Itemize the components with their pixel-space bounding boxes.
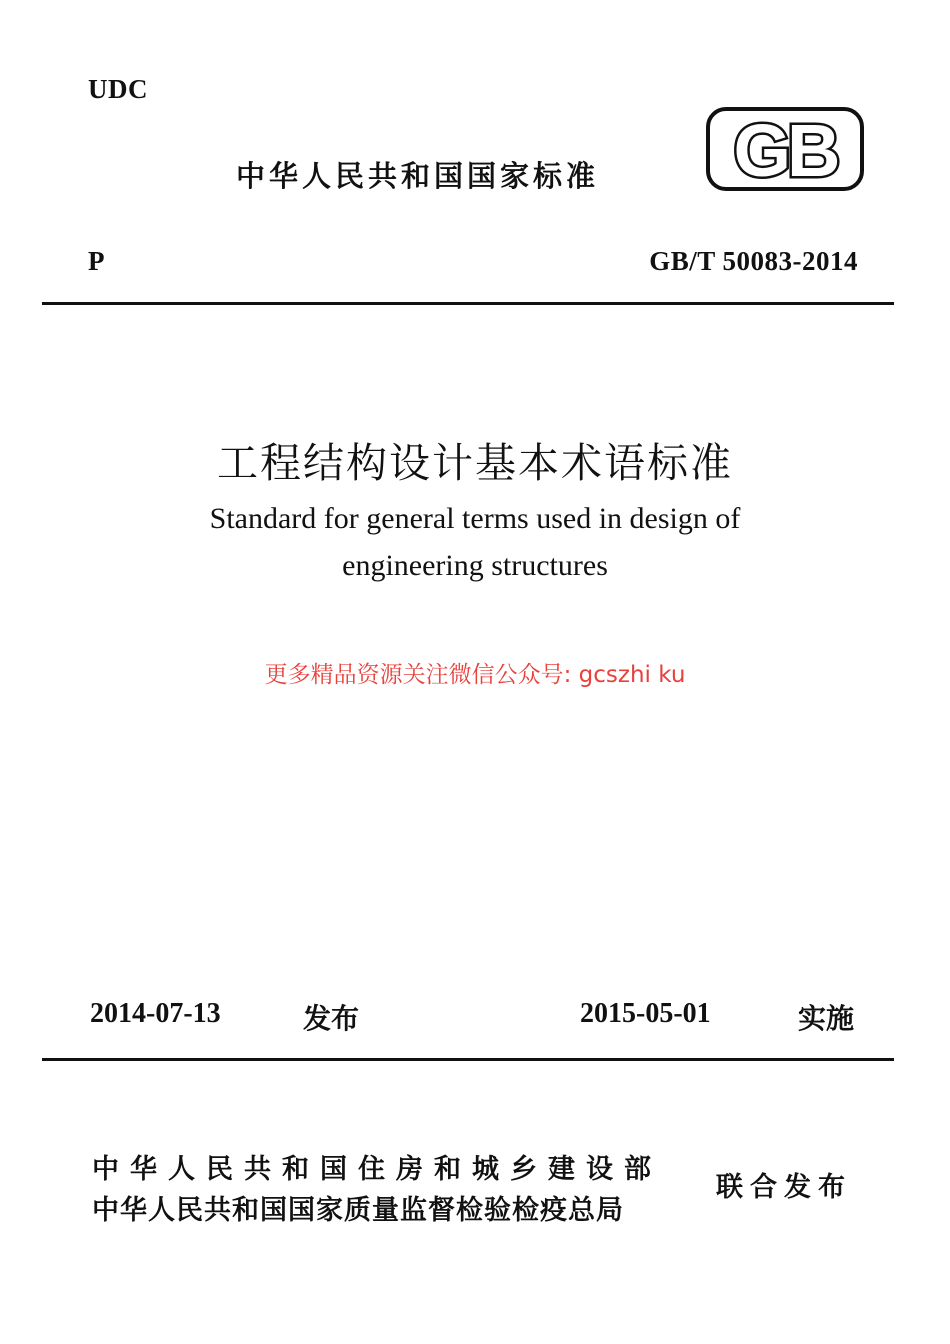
udc-label: UDC: [88, 74, 148, 104]
gb-logo: [706, 106, 864, 192]
english-title-line-2: engineering structures: [342, 549, 608, 582]
classification-code: P: [88, 246, 105, 276]
issue-date: 2014-07-13: [90, 998, 221, 1029]
top-divider: [42, 302, 894, 305]
gb-logo-text: GB: [733, 109, 837, 192]
issuer-quality-administration: 中华人民共和国国家质量监督检验检疫总局: [92, 1195, 624, 1226]
issue-label: 发布: [303, 1002, 360, 1035]
national-standard-title: 中华人民共和国国家标准: [236, 159, 600, 193]
watermark-text: 更多精品资源关注微信公众号: gcszhi ku: [264, 662, 686, 688]
chinese-title: 工程结构设计基本术语标准: [217, 439, 733, 487]
standard-number: GB/T 50083-2014: [649, 246, 858, 276]
bottom-divider: [42, 1058, 894, 1061]
english-title-line-1: Standard for general terms used in design of: [209, 502, 741, 535]
effective-label: 实施: [798, 1002, 855, 1035]
effective-date: 2015-05-01: [580, 998, 711, 1029]
joint-release-label: 联合发布: [716, 1172, 852, 1203]
issuer-ministry-housing: 中华人民共和国住房和城乡建设部: [92, 1154, 662, 1185]
